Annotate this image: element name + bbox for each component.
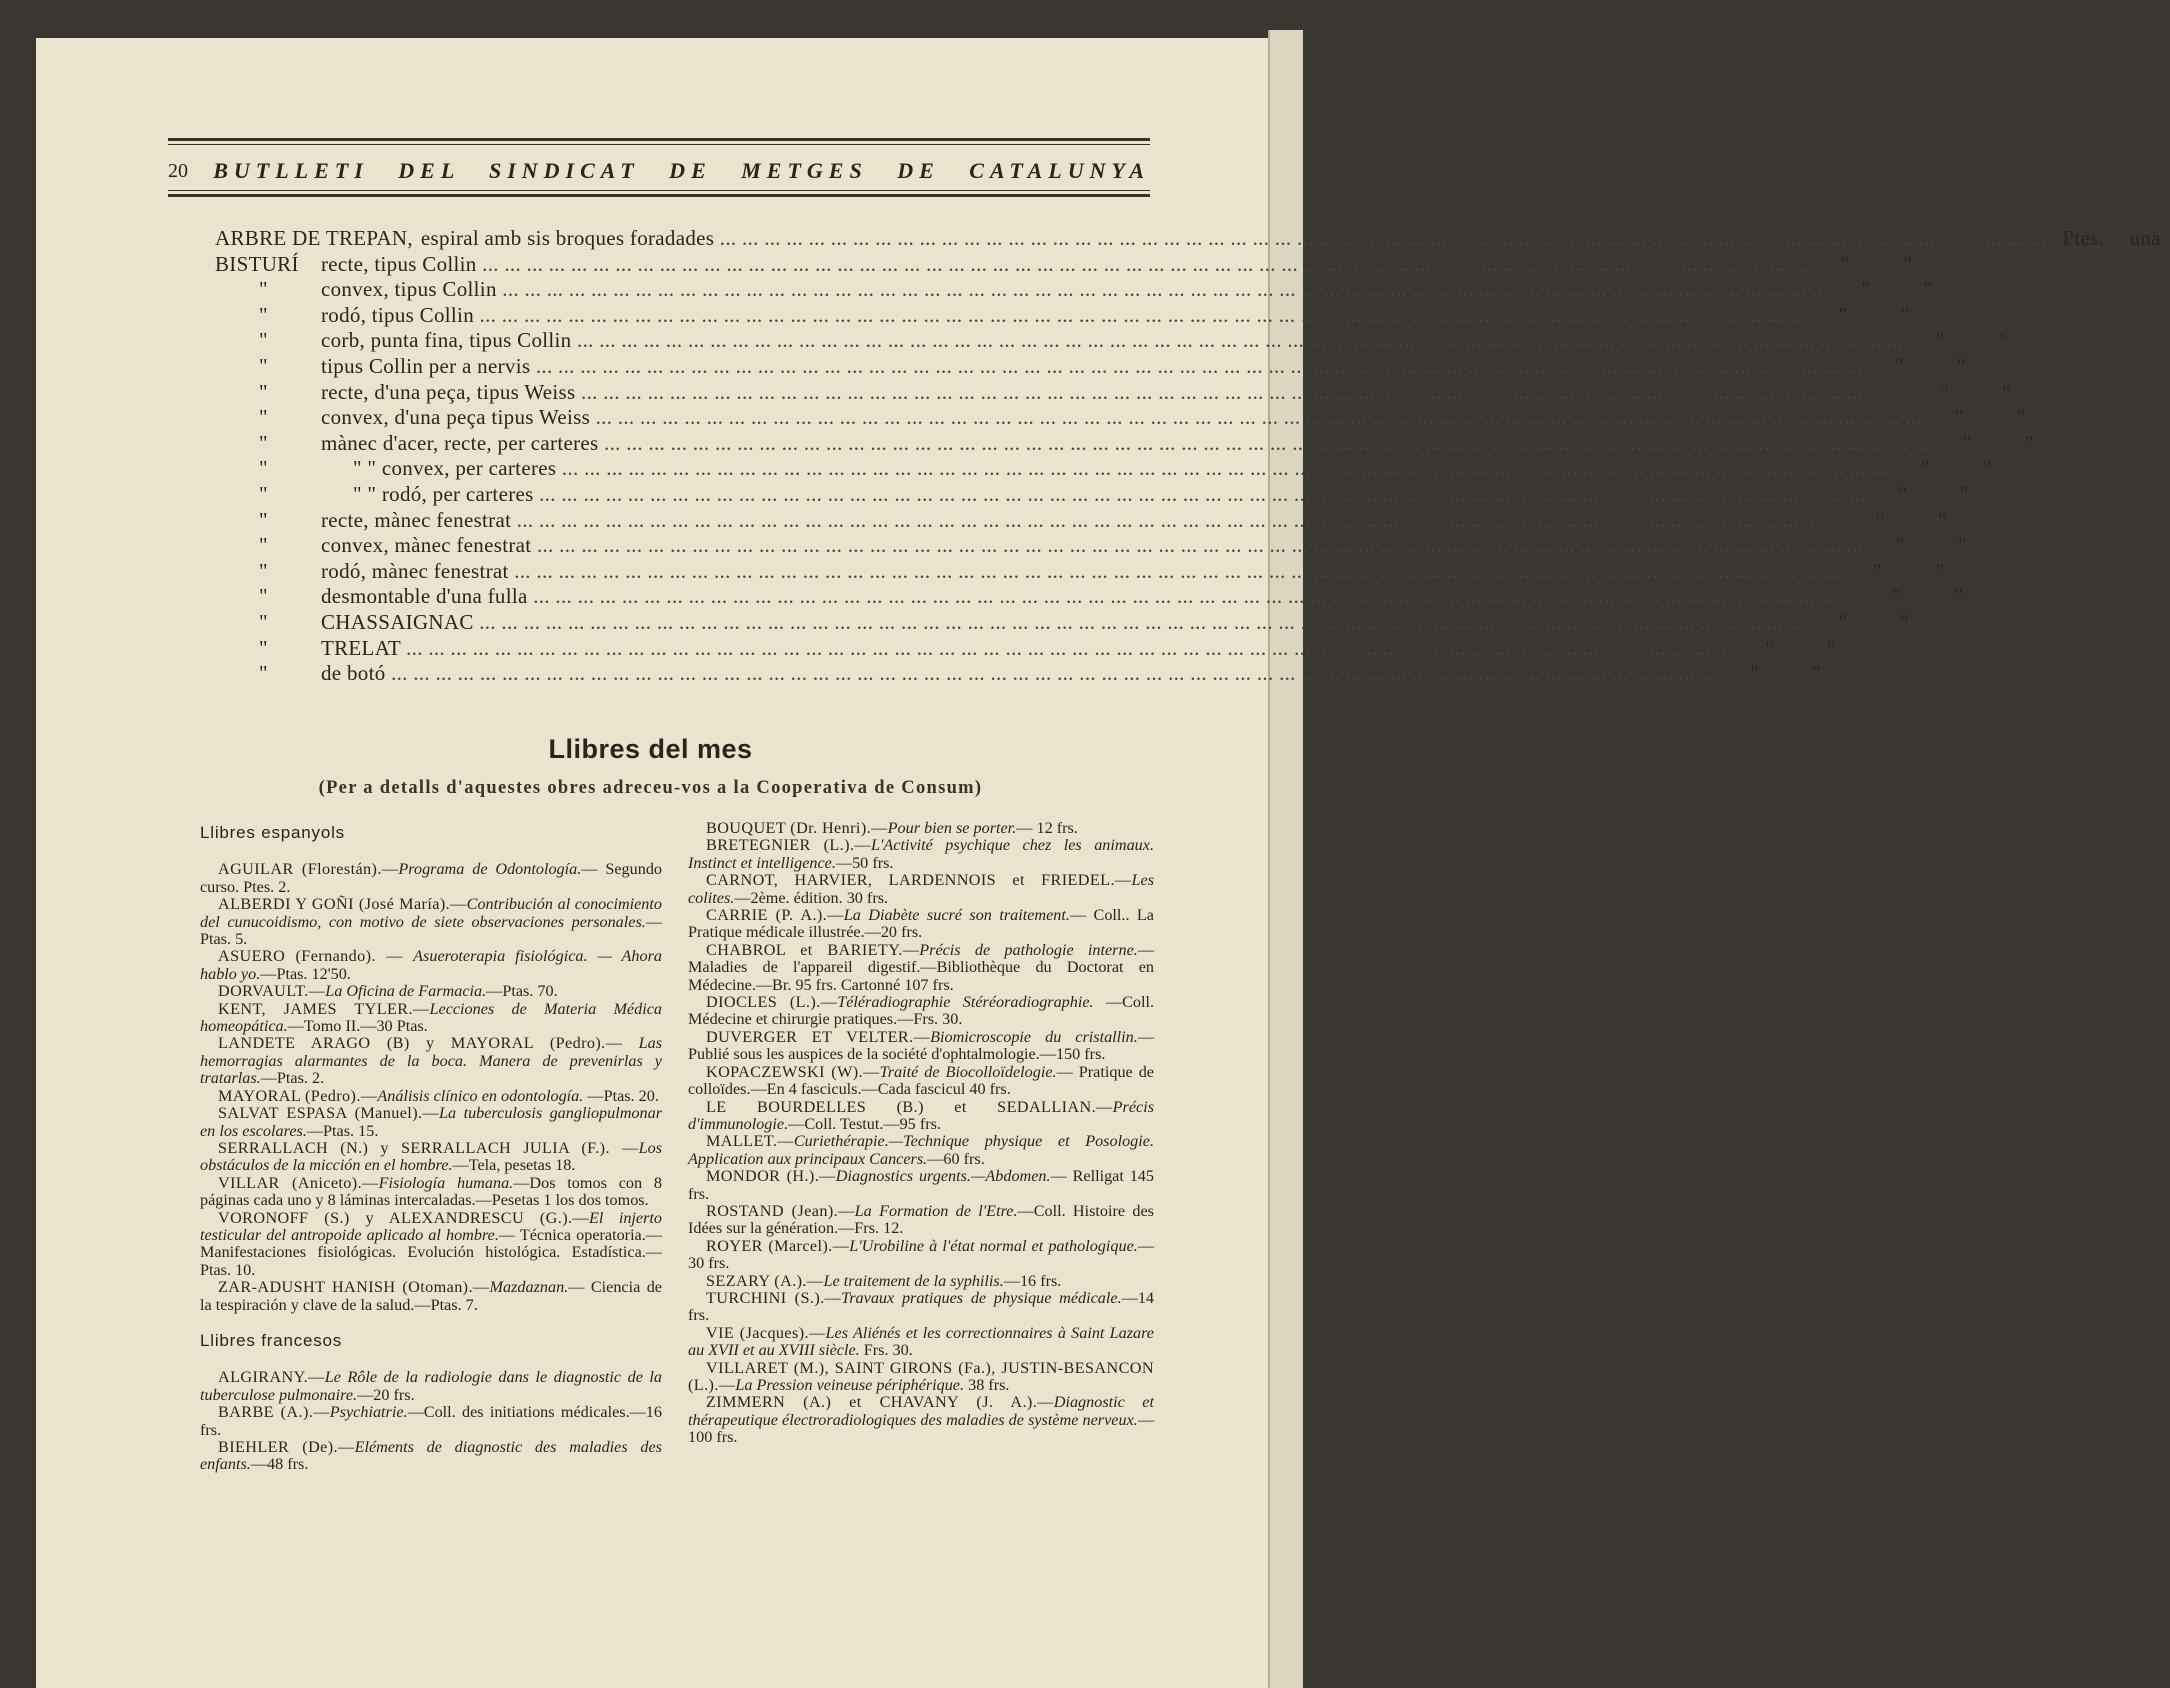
description-text: convex, mànec fenestrat — [321, 533, 532, 558]
price-currency: " — [1940, 379, 1949, 404]
book-details: Frs. 30. — [859, 1341, 913, 1360]
book-entry — [200, 1088, 662, 1105]
leader-dots: ... ... ... ... ... ... ... ... ... ... ... ... ... ... ... ... ... ... ... ... ... ... ... ... ... ... ... ... ... ... ... ... ... ... ... ... ... ... ... ... ... ... ... ... ... ... ... ... ... ... ... ... ... ... ... ... ... ... ... ... — [400, 635, 1733, 660]
book-author: AGUILAR (Florestán).— — [218, 860, 399, 879]
book-title: La Formation de l'Etre. — [854, 1201, 1018, 1220]
instrument-description — [321, 456, 1888, 482]
price-currency: " — [1963, 430, 1972, 455]
book-entry — [688, 1168, 1154, 1203]
french-books-list-left — [200, 1369, 662, 1473]
price-unit: " — [2002, 379, 2011, 404]
leader-dots: ... ... ... ... ... ... ... ... ... ... ... ... ... ... ... ... ... ... ... ... ... ... ... ... ... ... ... ... ... ... ... ... ... ... ... ... ... ... ... ... ... ... ... ... ... ... ... ... ... ... ... ... ... ... ... ... ... ... ... ... — [473, 609, 1806, 634]
price-list-row — [215, 558, 1945, 585]
price-unit: " — [1982, 456, 1992, 481]
book-entry — [200, 1140, 662, 1175]
price-unit: " — [1812, 661, 1821, 686]
running-header — [168, 154, 1150, 188]
instrument-category: " — [259, 533, 268, 558]
book-entry — [688, 994, 1154, 1029]
price-currency: " — [1838, 302, 1848, 327]
book-details: —Tela, pesetas 18. — [452, 1156, 576, 1175]
instrument-category: " — [259, 558, 268, 583]
book-author: TURCHINI (S.).— — [706, 1288, 842, 1307]
book-title: Diagnostic et thérapeutique électroradiologiques des maladies de système nerveux. — [688, 1393, 1154, 1429]
french-books-heading: Llibres francesos — [200, 1330, 343, 1350]
leader-dots: ... ... ... ... ... ... ... ... ... ... ... ... ... ... ... ... ... ... ... ... ... ... ... ... ... ... ... ... ... ... ... ... ... ... ... ... ... ... ... ... ... ... ... ... ... ... ... ... ... ... ... ... ... ... ... ... ... ... ... ... — [714, 226, 2047, 250]
description-text: desmontable d'una fulla — [321, 584, 528, 609]
book-title: Les colites. — [688, 871, 1154, 907]
book-details: — 12 frs. — [1016, 819, 1078, 837]
left-column — [200, 820, 662, 1474]
leader-dots: ... ... ... ... ... ... ... ... ... ... ... ... ... ... ... ... ... ... ... ... ... ... ... ... ... ... ... ... ... ... ... ... ... ... ... ... ... ... ... ... ... ... ... ... ... ... ... ... ... ... ... ... ... ... ... ... ... ... ... ... — [527, 584, 1860, 609]
book-details: —2ème. édition. 30 frs. — [734, 888, 889, 907]
description-text: recte, mànec fenestrat — [321, 507, 512, 532]
instrument-description — [321, 661, 1718, 687]
book-author: DIOCLES (L.).— — [706, 993, 838, 1012]
book-details: —Tomo II.—30 Ptas. — [287, 1017, 428, 1036]
price-list-row — [215, 277, 1933, 303]
book-title: Los obstáculos de la micción en el hombre. — [200, 1138, 662, 1175]
leader-dots: ... ... ... ... ... ... ... ... ... ... ... ... ... ... ... ... ... ... ... ... ... ... ... ... ... ... ... ... ... ... ... ... ... ... ... ... ... ... ... ... ... ... ... ... ... ... ... ... ... ... ... ... ... ... ... ... ... ... ... ... — [556, 456, 1889, 481]
price-currency: Ptes. — [2062, 226, 2105, 250]
book-title: Précis de pathologie interne. — [919, 940, 1138, 959]
book-entry — [688, 1133, 1154, 1168]
book-details: —Coll. Médecine et chirurgie pratiques.—Frs. 30. — [688, 993, 1155, 1029]
leader-dots: ... ... ... ... ... ... ... ... ... ... ... ... ... ... ... ... ... ... ... ... ... ... ... ... ... ... ... ... ... ... ... ... ... ... ... ... ... ... ... ... ... ... ... ... ... ... ... ... ... ... ... ... ... ... ... ... ... ... ... ... — [530, 353, 1863, 378]
book-author: MAYORAL (Pedro).— — [218, 1086, 378, 1105]
book-author: VIE (Jacques).— — [706, 1323, 826, 1342]
book-author: ALBERDI Y GOÑI (José María).— — [218, 895, 467, 914]
price-list-row — [215, 507, 1947, 534]
book-details: — Segundo curso. Ptes. 2. — [200, 860, 663, 896]
price-currency: " — [1875, 507, 1885, 532]
price-currency: " — [1861, 277, 1871, 302]
instrument-description — [321, 405, 1922, 431]
price-list-row — [215, 328, 2007, 354]
instrument-description — [321, 354, 1862, 380]
price-list-row — [215, 379, 2011, 406]
instrument-description — [321, 431, 1930, 457]
book-author: LE BOURDELLES (B.) et SEDALLIAN.— — [706, 1097, 1113, 1116]
instrument-description — [321, 482, 1866, 508]
price-unit: " — [1937, 507, 1947, 532]
price-list-row — [215, 609, 1910, 636]
book-entry — [200, 1439, 662, 1474]
price-list-row — [215, 635, 1837, 662]
book-entry — [688, 942, 1154, 994]
description-text: de botó — [321, 661, 386, 686]
price-unit: " — [2016, 405, 2026, 430]
instrument-description — [321, 508, 1843, 534]
book-details: —Ptas. 70. — [486, 982, 558, 1001]
book-details: —Publié sous les auspices de la société d'ophtalmologie.—150 frs. — [688, 1027, 1154, 1064]
price-unit: " — [1923, 277, 1933, 302]
book-entry — [688, 1394, 1154, 1446]
book-author: SEZARY (A.).— — [706, 1271, 824, 1290]
book-title: Travaux pratiques de physique médicale. — [841, 1288, 1122, 1307]
description-text: recte, tipus Collin — [321, 251, 477, 276]
description-text: corb, punta fina, tipus Collin — [321, 328, 572, 353]
price-unit: " — [1954, 584, 1964, 609]
instrument-category: " — [259, 609, 268, 634]
book-details: —48 frs. — [250, 1455, 309, 1474]
price-unit: una — [2129, 226, 2161, 250]
leader-dots: ... ... ... ... ... ... ... ... ... ... ... ... ... ... ... ... ... ... ... ... ... ... ... ... ... ... ... ... ... ... ... ... ... ... ... ... ... ... ... ... ... ... ... ... ... ... ... ... ... ... ... ... ... ... ... ... ... ... ... ... — [571, 328, 1904, 353]
header-rule-top-thin — [168, 144, 1150, 145]
book-author: ROSTAND (Jean).— — [706, 1201, 855, 1220]
book-title: El injerto testicular del antropoide aplicado al hombre. — [200, 1208, 662, 1244]
book-title: Biomicroscopie du cristallin. — [930, 1027, 1138, 1046]
book-author: CARRIE (P. A.).— — [706, 906, 844, 925]
book-author: VORONOFF (S.) y ALEXANDRESCU (G.).— — [218, 1208, 590, 1227]
price-unit: " — [1900, 302, 1910, 327]
book-details: — Ciencia de la tespiración y clave de la salud.—Ptas. 7. — [200, 1278, 662, 1314]
book-details: —Coll. Histoire des Idées sur la génération.—Frs. 12. — [688, 1201, 1154, 1238]
book-details: — Relligat 145 frs. — [688, 1167, 1154, 1203]
book-entry — [200, 1404, 662, 1439]
description-text: TRELAT — [321, 635, 401, 660]
book-title: La Pression veineuse périphérique. — [735, 1376, 965, 1394]
book-author: ZIMMERN (A.) et CHAVANY (J. A.).— — [706, 1393, 1054, 1412]
book-details: — Coll.. La Pratique médicale illustrée.—20 frs. — [688, 906, 1154, 942]
book-entry — [200, 1105, 662, 1140]
instrument-category: ARBRE DE TREPAN, — [215, 226, 413, 250]
book-author: SERRALLACH (N.) y SERRALLACH JULIA (F.). — — [218, 1138, 639, 1157]
price-currency: " — [1894, 353, 1904, 378]
instrument-description — [321, 584, 1860, 610]
instrument-category: " — [259, 379, 268, 404]
book-title: La Oficina de Farmacia. — [325, 982, 487, 1001]
book-details: — Técnica operatoria.—Manifestaciones fisiológicas. Evolución histológica. Estadística.—Ptas. 10. — [200, 1225, 662, 1279]
book-title: L'Urobiline à l'état normal et pathologique. — [849, 1236, 1138, 1255]
book-details: —Ptas. 12'50. — [260, 964, 351, 983]
instrument-description — [321, 610, 1806, 636]
price-unit: " — [1827, 635, 1837, 660]
description-text: " " rodó, per carteres — [353, 481, 534, 506]
section-subtitle: (Per a detalls d'aquestes obres adreceu-vos a la Cooperativa de Consum) — [318, 778, 983, 798]
instrument-price-list — [215, 226, 2161, 687]
leader-dots: ... ... ... ... ... ... ... ... ... ... ... ... ... ... ... ... ... ... ... ... ... ... ... ... ... ... ... ... ... ... ... ... ... ... ... ... ... ... ... ... ... ... ... ... ... ... ... ... ... ... ... ... ... ... ... ... ... ... ... ... — [474, 302, 1806, 327]
book-details: —50 frs. — [835, 853, 894, 872]
french-books-list-right — [688, 820, 1154, 1447]
book-entry — [688, 1238, 1154, 1273]
description-text: " " convex, per carteres — [353, 456, 557, 481]
book-details: —Coll. des initiations médicales.—16 frs. — [200, 1403, 662, 1439]
instrument-description — [421, 226, 2046, 252]
book-entry — [200, 896, 662, 948]
book-author: DUVERGER ET VELTER.— — [706, 1027, 931, 1046]
leader-dots: ... ... ... ... ... ... ... ... ... ... ... ... ... ... ... ... ... ... ... ... ... ... ... ... ... ... ... ... ... ... ... ... ... ... ... ... ... ... ... ... ... ... ... ... ... ... ... ... ... ... ... ... ... ... ... ... ... ... ... ... — [385, 661, 1718, 686]
instrument-category: " — [259, 353, 268, 378]
price-currency: " — [1873, 558, 1883, 583]
instrument-category: " — [259, 405, 268, 430]
book-author: SALVAT ESPASA (Manuel).— — [218, 1104, 440, 1123]
book-title: Diagnostics urgents.—Abdomen. — [835, 1167, 1051, 1186]
spacer — [200, 1314, 662, 1328]
instrument-category: " — [259, 584, 268, 609]
book-entry — [200, 948, 662, 983]
book-author: ZAR-ADUSHT HANISH (Otoman).— — [218, 1278, 490, 1297]
book-details: — Pratique de colloïdes.—En 4 fasciculs.—Cada fascicul 40 frs. — [688, 1062, 1154, 1099]
book-title: Las hemorragias alarmantes de la boca. Manera de prevenirlas y tratarlas. — [200, 1034, 662, 1088]
price-currency: " — [1936, 328, 1945, 353]
book-details: —Dos tomos con 8 páginas cada uno y 8 láminas intercaladas.—Pesetas 1 los dos tomos. — [200, 1173, 662, 1210]
book-details: —20 frs. — [357, 1385, 415, 1404]
leader-dots: ... ... ... ... ... ... ... ... ... ... ... ... ... ... ... ... ... ... ... ... ... ... ... ... ... ... ... ... ... ... ... ... ... ... ... ... ... ... ... ... ... ... ... ... ... ... ... ... ... ... ... ... ... ... ... ... ... ... ... ... — [533, 481, 1866, 506]
description-text: convex, d'una peça tipus Weiss — [321, 405, 591, 430]
instrument-category: " — [259, 328, 268, 353]
instrument-category: " — [259, 661, 268, 686]
instrument-category: " — [259, 302, 268, 327]
book-author: CARNOT, HARVIER, LARDENNOIS et FRIEDEL.— — [706, 871, 1132, 890]
price-list-row — [215, 584, 1964, 610]
book-entry — [200, 983, 662, 1000]
book-entry — [200, 1279, 662, 1314]
book-author: BRETEGNIER (L.).— — [706, 836, 871, 855]
book-entry — [200, 861, 662, 896]
book-title: Asueroterapia fisiológica. — Ahora hablo yo. — [200, 947, 663, 983]
leader-dots: ... ... ... ... ... ... ... ... ... ... ... ... ... ... ... ... ... ... ... ... ... ... ... ... ... ... ... ... ... ... ... ... ... ... ... ... ... ... ... ... ... ... ... ... ... ... ... ... ... ... ... ... ... ... ... ... ... ... ... ... — [511, 507, 1844, 532]
book-entry — [200, 1035, 662, 1087]
book-entry — [688, 907, 1154, 942]
price-list-row — [215, 302, 1910, 329]
book-title: Les Aliénés et les correctionnaires à Saint Lazare au XVII et au XVIII siècle. — [688, 1323, 1154, 1360]
book-title: La tuberculosis gangliopulmonar en los escolares. — [200, 1104, 662, 1140]
description-text: mànec d'acer, recte, per carteres — [321, 430, 599, 455]
book-entry — [688, 1064, 1154, 1099]
leader-dots: ... ... ... ... ... ... ... ... ... ... ... ... ... ... ... ... ... ... ... ... ... ... ... ... ... ... ... ... ... ... ... ... ... ... ... ... ... ... ... ... ... ... ... ... ... ... ... ... ... ... ... ... ... ... ... ... ... ... ... ... — [476, 251, 1809, 276]
book-title: Psychiatrie. — [329, 1403, 408, 1422]
book-author: VILLARET (M.), SAINT GIRONS (Fa.), JUSTIN-BESANCON (L.).— — [688, 1358, 1154, 1394]
instrument-description — [321, 533, 1863, 559]
leader-dots: ... ... ... ... ... ... ... ... ... ... ... ... ... ... ... ... ... ... ... ... ... ... ... ... ... ... ... ... ... ... ... ... ... ... ... ... ... ... ... ... ... ... ... ... ... ... ... ... ... ... ... ... ... ... ... ... ... ... ... ... — [590, 405, 1923, 430]
instrument-category: " — [259, 277, 268, 302]
book-author: KOPACZEWSKI (W).— — [706, 1062, 880, 1081]
instrument-description — [321, 636, 1733, 662]
price-list-row — [215, 430, 2034, 457]
instrument-category: " — [259, 635, 268, 660]
price-unit: " — [1903, 251, 1913, 276]
book-author: MONDOR (H.).— — [706, 1167, 836, 1186]
book-details: —60 frs. — [927, 1149, 985, 1168]
journal-title: BUTLLETI DEL SINDICAT DE METGES DE CATALUNYA — [213, 158, 1150, 183]
section-title: Llibres del mes — [548, 734, 753, 764]
price-list-row — [215, 533, 1967, 559]
book-title: Programa de Odontología. — [398, 860, 582, 879]
book-title: Análisis clínico en odontología. — [377, 1086, 584, 1105]
description-text: recte, d'una peça, tipus Weiss — [321, 379, 576, 404]
book-details: —100 frs. — [688, 1410, 1154, 1447]
price-list-row — [215, 251, 1913, 278]
book-entry — [688, 837, 1154, 872]
price-list-row — [215, 405, 2026, 431]
price-unit: " — [1957, 533, 1967, 558]
book-details: 38 frs. — [964, 1376, 1010, 1394]
price-currency: " — [1838, 609, 1848, 634]
header-rule-bottom — [168, 194, 1150, 197]
price-list-row — [215, 226, 2161, 252]
book-entry — [688, 1029, 1154, 1064]
instrument-description — [321, 303, 1806, 329]
book-details: —16 frs. — [1003, 1271, 1062, 1290]
book-details: —Coll. Testut.—95 frs. — [788, 1114, 941, 1133]
description-text: tipus Collin per a nervis — [321, 353, 531, 378]
book-author: DORVAULT.— — [218, 982, 326, 1001]
leader-dots: ... ... ... ... ... ... ... ... ... ... ... ... ... ... ... ... ... ... ... ... ... ... ... ... ... ... ... ... ... ... ... ... ... ... ... ... ... ... ... ... ... ... ... ... ... ... ... ... ... ... ... ... ... ... ... ... ... ... ... ... — [598, 430, 1931, 455]
book-author: ROYER (Marcel).— — [706, 1236, 850, 1255]
header-rule-top — [168, 138, 1150, 141]
leader-dots: ... ... ... ... ... ... ... ... ... ... ... ... ... ... ... ... ... ... ... ... ... ... ... ... ... ... ... ... ... ... ... ... ... ... ... ... ... ... ... ... ... ... ... ... ... ... ... ... ... ... ... ... ... ... ... ... ... ... ... ... — [496, 277, 1829, 302]
price-currency: " — [1892, 584, 1902, 609]
book-author: MALLET.— — [706, 1132, 794, 1151]
book-entry — [688, 1325, 1154, 1360]
book-title: Curiethérapie.—Technique physique et Posologie. Application aux principaux Cancers. — [688, 1132, 1154, 1168]
price-currency: " — [1895, 533, 1905, 558]
header-rule-bottom-thin — [168, 190, 1150, 191]
book-details: —Maladies de l'appareil digestif.—Bibliothèque du Doctorat en Médecine.—Br. 95 frs. Cartonné 107 frs. — [688, 940, 1154, 994]
price-currency: " — [1954, 405, 1964, 430]
book-title: L'Activité psychique chez les animaux. Instinct et intelligence. — [688, 836, 1154, 872]
book-entry — [688, 820, 1154, 837]
book-title: Eléments de diagnostic des maladies des enfants. — [200, 1438, 662, 1474]
instrument-description — [321, 559, 1841, 585]
book-title: Lecciones de Materia Médica homeopática. — [200, 999, 662, 1036]
price-unit: " — [1960, 481, 1970, 506]
leader-dots: ... ... ... ... ... ... ... ... ... ... ... ... ... ... ... ... ... ... ... ... ... ... ... ... ... ... ... ... ... ... ... ... ... ... ... ... ... ... ... ... ... ... ... ... ... ... ... ... ... ... ... ... ... ... ... ... ... ... ... ... — [508, 558, 1841, 583]
price-currency: " — [1898, 481, 1908, 506]
book-entry — [688, 1360, 1154, 1395]
book-title: Contribución al conocimiento del cunucoidismo, con motivo de siete observaciones personales. — [200, 895, 662, 931]
book-entry — [200, 1369, 662, 1404]
instrument-description — [321, 277, 1829, 303]
book-author: ASUERO (Fernando). — — [218, 947, 414, 966]
price-currency: " — [1841, 251, 1851, 276]
book-title: Précis d'immunologie. — [688, 1097, 1154, 1133]
description-text: rodó, tipus Collin — [321, 302, 474, 327]
book-title: Téléradiographie Stéréoradiographie. — [837, 993, 1094, 1012]
book-details: —Ptas. 5. — [200, 912, 662, 949]
price-unit: " — [1956, 353, 1966, 378]
price-list-row — [215, 353, 1966, 380]
leader-dots: ... ... ... ... ... ... ... ... ... ... ... ... ... ... ... ... ... ... ... ... ... ... ... ... ... ... ... ... ... ... ... ... ... ... ... ... ... ... ... ... ... ... ... ... ... ... ... ... ... ... ... ... ... ... ... ... ... ... ... ... — [575, 379, 1908, 404]
book-details: —30 frs. — [688, 1236, 1154, 1273]
price-list-row — [215, 661, 1821, 687]
book-title: Mazdaznan. — [489, 1278, 569, 1297]
book-entry — [200, 1001, 662, 1036]
instrument-category: BISTURÍ — [215, 251, 299, 276]
book-title: Le Rôle de la radiologie dans le diagnostic de la tuberculose pulmonaire. — [200, 1368, 662, 1404]
price-unit: " — [1900, 609, 1910, 634]
price-unit: " — [2025, 430, 2034, 455]
book-details: —Ptas. 15. — [306, 1121, 379, 1140]
book-author: BOUQUET (Dr. Henri).— — [706, 819, 888, 837]
book-entry — [200, 1175, 662, 1210]
spanish-books-list — [200, 861, 662, 1314]
price-unit: " — [1998, 328, 2007, 353]
book-details: —Ptas. 20. — [583, 1086, 659, 1105]
instrument-description — [321, 252, 1809, 278]
price-currency: " — [1750, 661, 1759, 686]
price-unit: " — [1935, 558, 1945, 583]
price-currency: " — [1765, 635, 1775, 660]
instrument-category: " — [259, 481, 268, 506]
book-title: Pour bien se porter. — [887, 819, 1017, 837]
right-column — [688, 820, 1154, 1447]
book-details: —Ptas. 2. — [260, 1069, 325, 1088]
price-list-row — [215, 481, 1970, 508]
description-text: rodó, mànec fenestrat — [321, 558, 509, 583]
book-title: Fisiología humana. — [378, 1173, 514, 1192]
description-text: convex, tipus Collin — [321, 277, 497, 302]
book-author: BARBE (A.).— — [218, 1403, 330, 1422]
book-entry — [688, 1273, 1154, 1290]
page-number: 20 — [168, 159, 188, 182]
book-details: —14 frs. — [688, 1288, 1154, 1325]
description-text: espiral amb sis broques foradades — [420, 226, 715, 250]
price-list-row — [215, 456, 1992, 482]
instrument-category: " — [259, 507, 268, 532]
book-author: CHABROL et BARIETY.— — [706, 940, 920, 959]
instrument-category: " — [259, 430, 268, 455]
book-author: VILLAR (Aniceto).— — [218, 1173, 379, 1192]
book-entry — [688, 872, 1154, 907]
book-entry — [688, 1290, 1154, 1325]
price-currency: " — [1920, 456, 1930, 481]
instrument-description — [321, 328, 1903, 354]
book-entry — [200, 1210, 662, 1280]
book-title: Traité de Biocolloïdelogie. — [879, 1062, 1057, 1081]
book-title: La Diabète sucré son traitement. — [843, 906, 1070, 925]
book-author: KENT, JAMES TYLER.— — [218, 999, 430, 1018]
spanish-books-heading: Llibres espanyols — [200, 823, 345, 842]
instrument-description — [321, 380, 1907, 406]
book-title: Le traitement de la syphilis. — [823, 1271, 1004, 1290]
description-text: CHASSAIGNAC — [321, 609, 474, 634]
book-author: BIEHLER (De).— — [218, 1438, 355, 1456]
instrument-category: " — [259, 456, 268, 481]
book-entry — [688, 1099, 1154, 1134]
book-author: ALGIRANY.— — [218, 1368, 325, 1387]
book-author: LANDETE ARAGO (B) y MAYORAL (Pedro).— — [218, 1034, 639, 1053]
leader-dots: ... ... ... ... ... ... ... ... ... ... ... ... ... ... ... ... ... ... ... ... ... ... ... ... ... ... ... ... ... ... ... ... ... ... ... ... ... ... ... ... ... ... ... ... ... ... ... ... ... ... ... ... ... ... ... ... ... ... ... ... — [531, 533, 1864, 558]
book-entry — [688, 1203, 1154, 1238]
